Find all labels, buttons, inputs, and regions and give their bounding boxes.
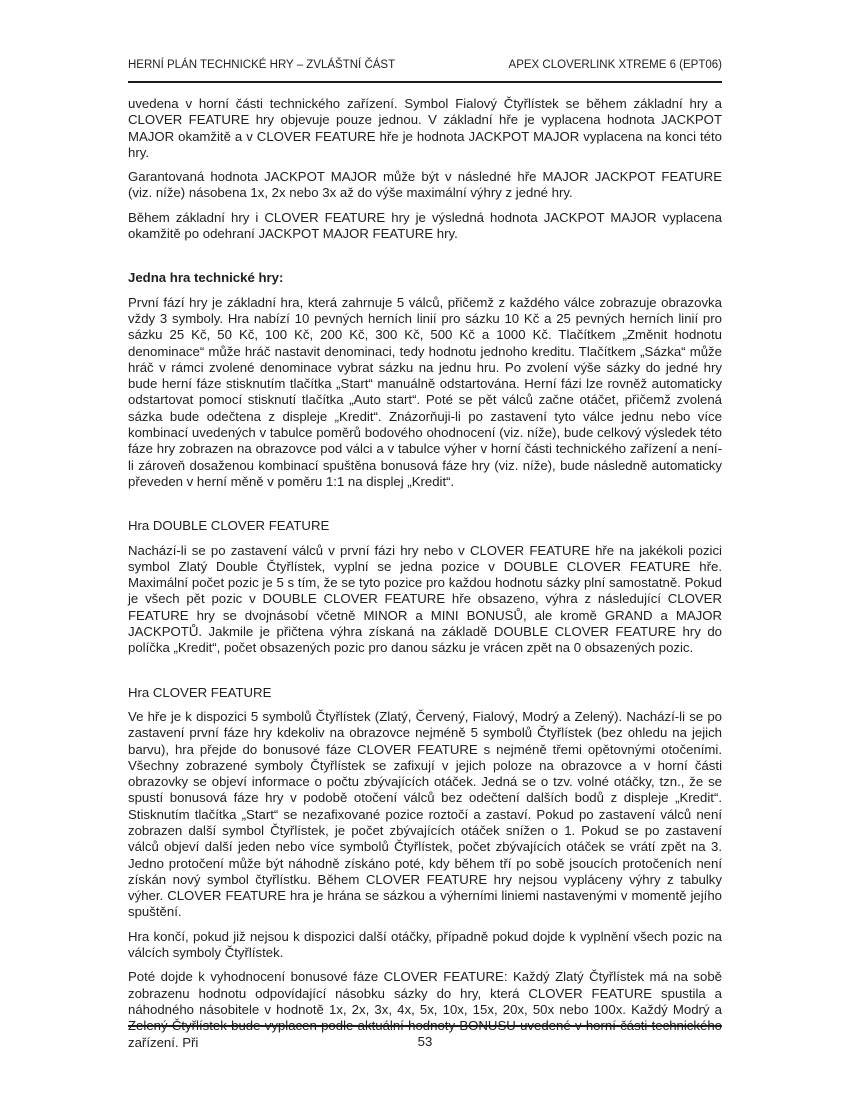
page-number: 53 — [417, 1034, 433, 1049]
paragraph-double-clover-feature: Nachází-li se po zastavení válců v první fázi hry nebo v CLOVER FEATURE hře na jakékoli pozici symbol Zlatý Double Čtyřlístek, vyplní se jedna pozice v DOUBLE CLOVER FEATURE hře. Maximální počet pozic je 5 s tím, že se tyto pozice pro každou hodnotu sázky plní samostatně. Pokud je všech pět pozic v DOUBLE CLOVER FEATURE hře obsazeno, výhra z následující CLOVER FEATURE hry se dvojnásobí včetně MINOR a MINI BONUSŮ, ale kromě GRAND a MAJOR JACKPOTŮ. Jakmile je přičtena výhra získaná na základě DOUBLE CLOVER FEATURE hry do políčka „Kredit“, počet obsazených pozic pro danou sázku je vrácen zpět na 0 obsazených pozic. — [128, 542, 722, 656]
page-header — [128, 0, 722, 83]
paragraph-clover-feature-description: Ve hře je k dispozici 5 symbolů Čtyřlístek (Zlatý, Červený, Fialový, Modrý a Zelený). Nachází-li se po zastavení první fáze hry kdekoliv na obrazovce nejméně 5 symbolů Čtyřlístek (bez ohledu na jejich barvu), hra přejde do bonusové fáze CLOVER FEATURE s nejméně třemi opětovnými otočeními. Všechny zobrazené symboly Čtyřlístek se zafixují v jejich poloze na obrazovce a v horní části obrazovky se objeví informace o počtu zbývajících otáček. Jedná se o tzv. volné otáčky, tzn., že se spustí bonusová fáze hry v podobě otočení válců bez odečtení dalších bodů z displeje „Kredit“. Stisknutím tlačítka „Start“ se nezafixované pozice roztočí a zastaví. Pokud po zastavení válců není zobrazen další symbol Čtyřlístek, je počet zbývajících otáček snížen o 1. Pokud se po zastavení válců objeví další jeden nebo více symbolů Čtyřlístek, počet zbývajících otáček se vrátí zpět na 3. Jedno protočení může být náhodně získáno poté, kdy během tří po sobě jsoucích protočeních není získán nový symbol čtyřlístku. Během CLOVER FEATURE hry nejsou vypláceny výhry z tabulky výher. CLOVER FEATURE hra je hrána se sázkou a výherními liniemi nastavenými v momentě jejího spuštění. — [128, 708, 722, 920]
body-text — [128, 96, 722, 1051]
paragraph-game-end-condition: Hra končí, pokud již nejsou k dispozici další otáčky, případně pokud dojde k vyplnění všech pozic na válcích symboly Čtyřlístek. — [128, 928, 722, 961]
paragraph-guaranteed-jackpot: Garantovaná hodnota JACKPOT MAJOR může být v následné hře MAJOR JACKPOT FEATURE (viz. níže) násobena 1x, 2x nebo 3x až do výše maximální výhry z jedné hry. — [128, 169, 722, 201]
section-heading-clover-feature: Hra CLOVER FEATURE — [128, 684, 272, 700]
paragraph-jackpot-payout: Během základní hry i CLOVER FEATURE hry je výsledná hodnota JACKPOT MAJOR vyplacena okamžitě po odehraní JACKPOT MAJOR FEATURE hry. — [128, 209, 722, 242]
section-heading-one-game: Jedna hra technické hry: — [128, 270, 284, 286]
page-footer — [128, 1025, 722, 1051]
header-right-title: APEX CLOVERLINK XTREME 6 (EPT06) — [508, 59, 722, 71]
page-content — [128, 0, 722, 1059]
header-left-title: HERNÍ PLÁN TECHNICKÉ HRY – ZVLÁŠTNÍ ČÁST — [128, 59, 396, 71]
paragraph-jackpot-major-intro: uvedena v horní části technického zařízení. Symbol Fialový Čtyřlístek se během základní hry a CLOVER FEATURE hry objevuje pouze jednou. V základní hře je vyplacena hodnota JACKPOT MAJOR okamžitě a v CLOVER FEATURE hře je hodnota JACKPOT MAJOR vyplacena na konci této hry. — [128, 96, 722, 160]
paragraph-base-game-description: První fází hry je základní hra, která zahrnuje 5 válců, přičemž z každého válce zobrazuje obrazovka vždy 3 symboly. Hra nabízí 10 pevných herních linií pro sázku 10 Kč a 25 pevných herních linií pro sázku 25 Kč, 50 Kč, 100 Kč, 200 Kč, 300 Kč, 500 Kč a 1000 Kč. Tlačítkem „Změnit hodnotu denominace“ může hráč nastavit denominaci, tedy hodnotu jednoho kreditu. Tlačítkem „Sázka“ může hráč v rámci zvolené denominace vybrat sázku na jednu hru. Po zvolení výše sázky do jedné hry bude herní fáze stisknutím tlačítka „Start“ manuálně odstartována. Herní fázi lze rovněž automaticky odstartovat pomocí stisknutí tlačítka „Auto start“. Poté se pět válců začne otáčet, přičemž zvolená sázka bude odečtena z displeje „Kredit“. Znázorňuji-li po zastavení tyto válce jednu nebo více kombinací uvedených v tabulce poměrů bodového ohodnocení (viz. níže), bude celkový výsledek této fáze hry zobrazen na obrazovce pod válci a v tabulce výher v horní části technického zařízení a není-li zároveň dosaženou kombinací spuštěna bonusová fáze hry (viz. níže), bude následně automaticky převeden v herní měně v poměru 1:1 na displej „Kredit“. — [128, 294, 722, 489]
section-heading-double-clover-feature: Hra DOUBLE CLOVER FEATURE — [128, 518, 330, 534]
paragraph-clover-feature-evaluation: Poté dojde k vyhodnocení bonusové fáze CLOVER FEATURE: Každý Zlatý Čtyřlístek má na sobě zobrazenu hodnotu odpovídající násobku sázky do hry, která CLOVER FEATURE spustila a náhodného násobitele v hodnotě 1x, 2x, 3x, 4x, 5x, 10x, 15x, 20x, 50x nebo 100x. Každý Modrý a Zelený Čtyřlístek bude vyplacen podle aktuální hodnoty BONUSU uvedené v horní části technického zařízení. Při — [128, 969, 722, 1050]
